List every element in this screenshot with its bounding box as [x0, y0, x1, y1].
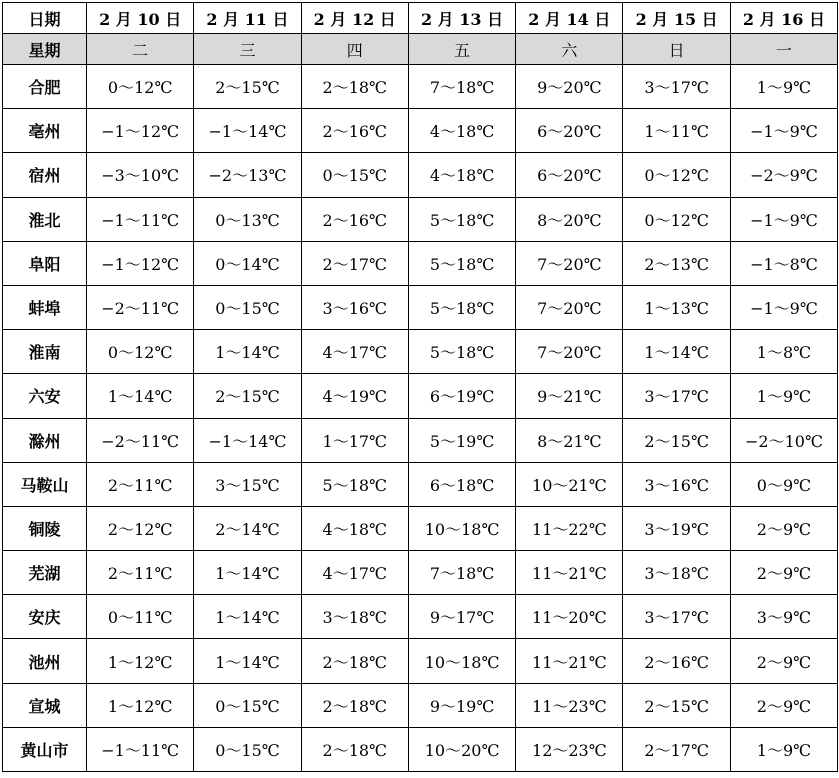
weekday-cell: 四	[301, 34, 408, 65]
temperature-cell: 7～18℃	[408, 65, 515, 109]
table-row	[3, 65, 838, 109]
temperature-cell: 2～15℃	[623, 418, 730, 462]
temperature-cell: 3～18℃	[301, 595, 408, 639]
date-label: 日期	[3, 3, 87, 34]
temperature-cell: 4～18℃	[408, 153, 515, 197]
table-row	[3, 330, 838, 374]
temperature-cell: −1～14℃	[194, 418, 301, 462]
temperature-cell: −2～11℃	[87, 285, 194, 329]
temperature-cell: 2～11℃	[87, 551, 194, 595]
temperature-cell: 1～12℃	[87, 683, 194, 727]
temperature-cell: 0～11℃	[87, 595, 194, 639]
temperature-cell: 10～20℃	[408, 727, 515, 771]
temperature-cell: 1～14℃	[194, 595, 301, 639]
temperature-cell: −2～10℃	[730, 418, 837, 462]
table-row	[3, 285, 838, 329]
temperature-cell: 4～17℃	[301, 551, 408, 595]
temperature-cell: −1～8℃	[730, 241, 837, 285]
temperature-cell: 0～12℃	[623, 153, 730, 197]
temperature-cell: 2～16℃	[301, 197, 408, 241]
temperature-cell: 0～12℃	[87, 65, 194, 109]
temperature-cell: 0～12℃	[87, 330, 194, 374]
temperature-cell: 10～18℃	[408, 506, 515, 550]
temperature-cell: 9～19℃	[408, 683, 515, 727]
temperature-cell: −1～9℃	[730, 285, 837, 329]
temperature-cell: 6～20℃	[516, 153, 623, 197]
city-name: 淮南	[3, 330, 87, 374]
temperature-cell: −1～11℃	[87, 197, 194, 241]
temperature-cell: 2～9℃	[730, 683, 837, 727]
weekday-cell: 五	[408, 34, 515, 65]
temperature-cell: 2～16℃	[623, 639, 730, 683]
table-row	[3, 418, 838, 462]
city-name: 阜阳	[3, 241, 87, 285]
temperature-cell: 1～17℃	[301, 418, 408, 462]
temperature-cell: 9～20℃	[516, 65, 623, 109]
temperature-cell: 5～18℃	[408, 285, 515, 329]
city-name: 合肥	[3, 65, 87, 109]
temperature-cell: 6～19℃	[408, 374, 515, 418]
temperature-cell: 2～18℃	[301, 727, 408, 771]
temperature-cell: 3～9℃	[730, 595, 837, 639]
temperature-cell: 1～9℃	[730, 65, 837, 109]
temperature-cell: 1～8℃	[730, 330, 837, 374]
temperature-cell: −1～14℃	[194, 109, 301, 153]
temperature-cell: 3～19℃	[623, 506, 730, 550]
city-name: 铜陵	[3, 506, 87, 550]
temperature-cell: 2～9℃	[730, 551, 837, 595]
temperature-cell: 2～12℃	[87, 506, 194, 550]
temperature-cell: 5～18℃	[408, 197, 515, 241]
weekday-cell: 二	[87, 34, 194, 65]
temperature-cell: 3～17℃	[623, 374, 730, 418]
temperature-cell: 8～20℃	[516, 197, 623, 241]
table-row	[3, 197, 838, 241]
table-row	[3, 462, 838, 506]
temperature-cell: 5～18℃	[301, 462, 408, 506]
temperature-cell: 0～15℃	[301, 153, 408, 197]
temperature-cell: 9～21℃	[516, 374, 623, 418]
table-row	[3, 551, 838, 595]
temperature-cell: 1～12℃	[87, 639, 194, 683]
city-name: 安庆	[3, 595, 87, 639]
city-name: 黄山市	[3, 727, 87, 771]
temperature-cell: −2～9℃	[730, 153, 837, 197]
temperature-cell: 0～14℃	[194, 241, 301, 285]
temperature-cell: 4～19℃	[301, 374, 408, 418]
temperature-cell: 11～20℃	[516, 595, 623, 639]
temperature-cell: 5～18℃	[408, 241, 515, 285]
temperature-cell: 11～22℃	[516, 506, 623, 550]
table-row	[3, 506, 838, 550]
temperature-cell: 2～9℃	[730, 506, 837, 550]
temperature-cell: 1～14℃	[623, 330, 730, 374]
temperature-cell: −1～12℃	[87, 109, 194, 153]
temperature-cell: 1～14℃	[87, 374, 194, 418]
temperature-cell: 2～13℃	[623, 241, 730, 285]
temperature-cell: 7～20℃	[516, 285, 623, 329]
city-name: 滁州	[3, 418, 87, 462]
table-row	[3, 683, 838, 727]
forecast-table	[2, 2, 838, 772]
table-row	[3, 727, 838, 771]
temperature-cell: 1～13℃	[623, 285, 730, 329]
temperature-cell: 3～18℃	[623, 551, 730, 595]
temperature-cell: 5～19℃	[408, 418, 515, 462]
temperature-cell: −1～9℃	[730, 197, 837, 241]
weekday-cell: 六	[516, 34, 623, 65]
city-name: 马鞍山	[3, 462, 87, 506]
temperature-cell: 0～13℃	[194, 197, 301, 241]
temperature-cell: −1～12℃	[87, 241, 194, 285]
temperature-cell: 2～15℃	[194, 65, 301, 109]
temperature-cell: 1～9℃	[730, 727, 837, 771]
table-row	[3, 241, 838, 285]
table-row	[3, 153, 838, 197]
temperature-cell: 4～18℃	[408, 109, 515, 153]
date-cell: 2 月 16 日	[730, 3, 837, 34]
temperature-cell: 3～17℃	[623, 65, 730, 109]
temperature-cell: 1～11℃	[623, 109, 730, 153]
temperature-cell: 0～15℃	[194, 727, 301, 771]
temperature-cell: 2～14℃	[194, 506, 301, 550]
temperature-cell: 1～9℃	[730, 374, 837, 418]
temperature-cell: 0～15℃	[194, 683, 301, 727]
temperature-cell: 2～15℃	[194, 374, 301, 418]
week-label: 星期	[3, 34, 87, 65]
date-cell: 2 月 13 日	[408, 3, 515, 34]
temperature-cell: 11～23℃	[516, 683, 623, 727]
temperature-cell: 0～15℃	[194, 285, 301, 329]
city-name: 六安	[3, 374, 87, 418]
temperature-cell: 2～17℃	[623, 727, 730, 771]
temperature-cell: 10～18℃	[408, 639, 515, 683]
temperature-cell: 9～17℃	[408, 595, 515, 639]
temperature-cell: 1～14℃	[194, 330, 301, 374]
temperature-cell: −2～13℃	[194, 153, 301, 197]
table-row	[3, 374, 838, 418]
table-body	[3, 65, 838, 772]
date-cell: 2 月 12 日	[301, 3, 408, 34]
city-name: 池州	[3, 639, 87, 683]
temperature-cell: 3～15℃	[194, 462, 301, 506]
temperature-cell: 0～12℃	[623, 197, 730, 241]
date-cell: 2 月 14 日	[516, 3, 623, 34]
city-name: 宣城	[3, 683, 87, 727]
temperature-cell: 2～15℃	[623, 683, 730, 727]
date-cell: 2 月 15 日	[623, 3, 730, 34]
temperature-cell: 2～9℃	[730, 639, 837, 683]
temperature-cell: 11～21℃	[516, 639, 623, 683]
weekday-header-row	[3, 34, 838, 65]
temperature-cell: −1～11℃	[87, 727, 194, 771]
temperature-cell: 1～14℃	[194, 551, 301, 595]
table-row	[3, 639, 838, 683]
temperature-cell: 8～21℃	[516, 418, 623, 462]
city-name: 亳州	[3, 109, 87, 153]
table-row	[3, 109, 838, 153]
temperature-cell: 2～17℃	[301, 241, 408, 285]
date-header-row	[3, 3, 838, 34]
temperature-cell: 3～16℃	[623, 462, 730, 506]
temperature-cell: 3～16℃	[301, 285, 408, 329]
temperature-cell: 6～20℃	[516, 109, 623, 153]
temperature-cell: 5～18℃	[408, 330, 515, 374]
city-name: 蚌埠	[3, 285, 87, 329]
city-name: 芜湖	[3, 551, 87, 595]
date-cell: 2 月 10 日	[87, 3, 194, 34]
temperature-cell: 3～17℃	[623, 595, 730, 639]
temperature-cell: 4～17℃	[301, 330, 408, 374]
temperature-cell: −1～9℃	[730, 109, 837, 153]
temperature-cell: 2～18℃	[301, 683, 408, 727]
temperature-cell: 11～21℃	[516, 551, 623, 595]
weekday-cell: 一	[730, 34, 837, 65]
table-row	[3, 595, 838, 639]
weekday-cell: 日	[623, 34, 730, 65]
temperature-cell: −3～10℃	[87, 153, 194, 197]
temperature-cell: 4～18℃	[301, 506, 408, 550]
temperature-cell: 12～23℃	[516, 727, 623, 771]
temperature-cell: 7～18℃	[408, 551, 515, 595]
temperature-cell: 2～11℃	[87, 462, 194, 506]
temperature-cell: 0～9℃	[730, 462, 837, 506]
temperature-cell: 2～18℃	[301, 639, 408, 683]
date-cell: 2 月 11 日	[194, 3, 301, 34]
weekday-cell: 三	[194, 34, 301, 65]
temperature-cell: −2～11℃	[87, 418, 194, 462]
temperature-cell: 6～18℃	[408, 462, 515, 506]
temperature-cell: 7～20℃	[516, 330, 623, 374]
temperature-cell: 1～14℃	[194, 639, 301, 683]
temperature-cell: 2～16℃	[301, 109, 408, 153]
temperature-cell: 10～21℃	[516, 462, 623, 506]
city-name: 宿州	[3, 153, 87, 197]
city-name: 淮北	[3, 197, 87, 241]
temperature-cell: 7～20℃	[516, 241, 623, 285]
temperature-cell: 2～18℃	[301, 65, 408, 109]
